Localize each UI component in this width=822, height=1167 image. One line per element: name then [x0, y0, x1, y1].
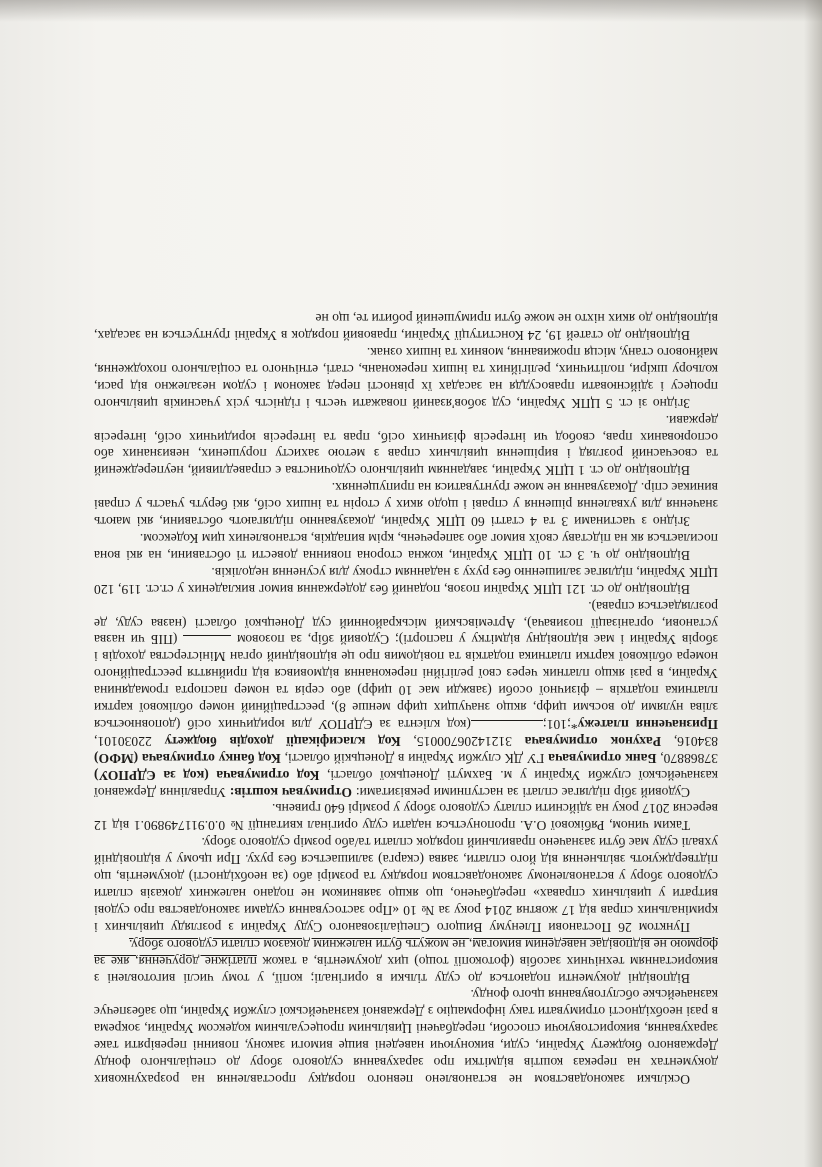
paragraph-2-intro: Відповідні документи подаються до суду тільки в оригіналі; копії, у тому числі виготовлені з використанням технічних засобів (фотокопії тощо) цих документів, а також	[94, 953, 718, 986]
text-segment: 834016,	[661, 733, 718, 749]
text-segment: ГУ ДК служби України в Донецькій області,	[280, 750, 549, 766]
text-segment: (код клієнта за ЄДРПОУ для юридичних осіб (доповнюється зліва нулями до восьми цифр, якщо значущих цифр менше 8), реєстраційний номер облікової картки платника податків – фізичної особи (завжди має 10 цифр) або серія та номер паспорта громадянина України, в разі якщо платник через свої релігійні переконання відмовився від прийняття реєстраційного номера облікової картки платника податків та повідомив про це відповідний орган Міністерства доходів і зборів України і має відповідну відмітку у паспорті); Судовий збір, за позовом	[94, 632, 718, 732]
text-segment: 31214206700015,	[400, 733, 525, 749]
bold-label: Код отримувача (код за ЄДРПОУ)	[94, 767, 320, 783]
blank-line	[183, 635, 231, 647]
document-body	[94, 309, 718, 1087]
paragraph-2-underlined: платіжне доручення, яке за формою не відповідає наведеним вимогам, не можуть бути належним доказом сплати судового збору.	[94, 936, 718, 969]
paragraph-3: Пунктом 26 Постанови Пленуму Вищого Спеціалізованого Суду України з розгляду цивільних і кримінальних справ від 17 жовтня 2014 року за № 10 «Про застосування судами законодавства про судові витрати у цивільних справах» передбачено, що якщо заявником не подано належних доказів сплати судового збору у встановленому законодавством порядку та розмірі або (за необхідності) документів, що підтверджують звільнення від його сплати, заява (скарга) залишається без руху. При цьому у відповідній ухвалі суду має бути зазначено правильний порядок сплати та/або розмір судового збору.	[94, 835, 718, 935]
paragraph-11: Відповідно до статей 19, 24 Конституції України, правовий порядок в Україні ґрунтується на засадах, відповідно до яких ніхто не може бути примушений робити те, що не	[94, 311, 718, 344]
text-segment: Судовий збір підлягає сплаті за наступними реквізитами:	[351, 784, 690, 800]
text-segment: 22030101,	[93, 733, 165, 749]
paragraph-8: Згідно з частинами 3 та 4 статті 60 ЦПК України, доказуванню підлягають обставини, які мають значення для ухвалення рішення у справі і щодо яких у сторін та інших осіб, які беруть участь у справі виникає спір. Доказування не може ґрунтуватися на припущеннях.	[94, 480, 718, 530]
text-segment: Управління Державної казначейської служби України у м. Бахмуті Донецької області,	[94, 767, 718, 800]
paragraph-9: Відповідно до ст. 1 ЦПК України, завданням цивільного судочинства є справедливий, неупереджений та своєчасний розгляд і вирішення цивільних справ з метою захисту порушених, невизнаних або оспорюваних прав, свобод чи інтересів фізичних осіб, прав та інтересів юридичних осіб, інтересів держави.	[94, 412, 718, 479]
bold-label: Код банку отримувача (МФО)	[94, 750, 281, 766]
bold-label: Банк отримувача	[548, 750, 657, 766]
paragraph-7: Відповідно до ч. 3 ст. 10 ЦПК України, кожна сторона повинна довести ті обставини, на які вона посилається як на підставу своїх вимог або заперечень, крім випадків, встановлених цим Кодексом.	[94, 531, 718, 563]
text-segment: 37868870,	[656, 750, 718, 766]
paragraph-4: Таким чином, Рябікової О.А. пропонується надати суду оригінал квитанції № 0.0.911749890.1 від 12 вересня 2017 року на здійснити сплату судового збору у розмірі 640 гривень.	[94, 801, 718, 834]
text-segment: *;101;	[542, 716, 578, 732]
paragraph-6: Відповідно до ст. 121 ЦПК України позов, поданий без додержання вимог викладених у ст.ст. 119, 120 ЦПК України, підлягає залишенню без руху з наданням строку для усунення недоліків.	[94, 564, 718, 597]
bold-label: Отримувач коштів:	[229, 784, 352, 800]
blank-line	[471, 720, 543, 732]
bold-label: Призначення платежу	[577, 716, 718, 732]
paragraph-1: Оскільки законодавством не встановлено певного порядку проставлення на розрахункових документах на переказ коштів відмітки про зарахування судового збору до спеціального фонду Державного бюджету України, суди, виконуючи наведені вище вимоги закону, повинні перевіряти таке зарахування, використовуючи способи, передбачені Цивільним процесуальним кодексом України, зокрема в разі необхідності отримувати таку інформацію з Державної казначейської служби України, що забезпечує казначейське обслуговування цього фонду.	[94, 987, 718, 1087]
bold-label: Рахунок отримувача	[524, 733, 662, 749]
paragraph-10: Згідно зі ст. 5 ЦПК України, суд зобов'язаний поважати честь і гідність усіх учасників цивільного процесу і здійснювати правосуддя на засадах їх рівності перед законом і судом незалежно від раси, кольору шкіри, політичних, релігійних та інших переконань, статі, етнічного та соціального походження, майнового стану, місця проживання, мовних та інших ознак.	[94, 345, 718, 411]
paragraph-5-payment-details	[94, 597, 718, 800]
text-segment: (ПІБ чи назва установи, організації позивача), Артемівський міськрайонний суд Донецької області (назва суду, де розглядається справа).	[94, 598, 718, 648]
bold-label: Код класифікації доходів бюджету	[164, 733, 401, 749]
paragraph-2	[94, 935, 718, 986]
